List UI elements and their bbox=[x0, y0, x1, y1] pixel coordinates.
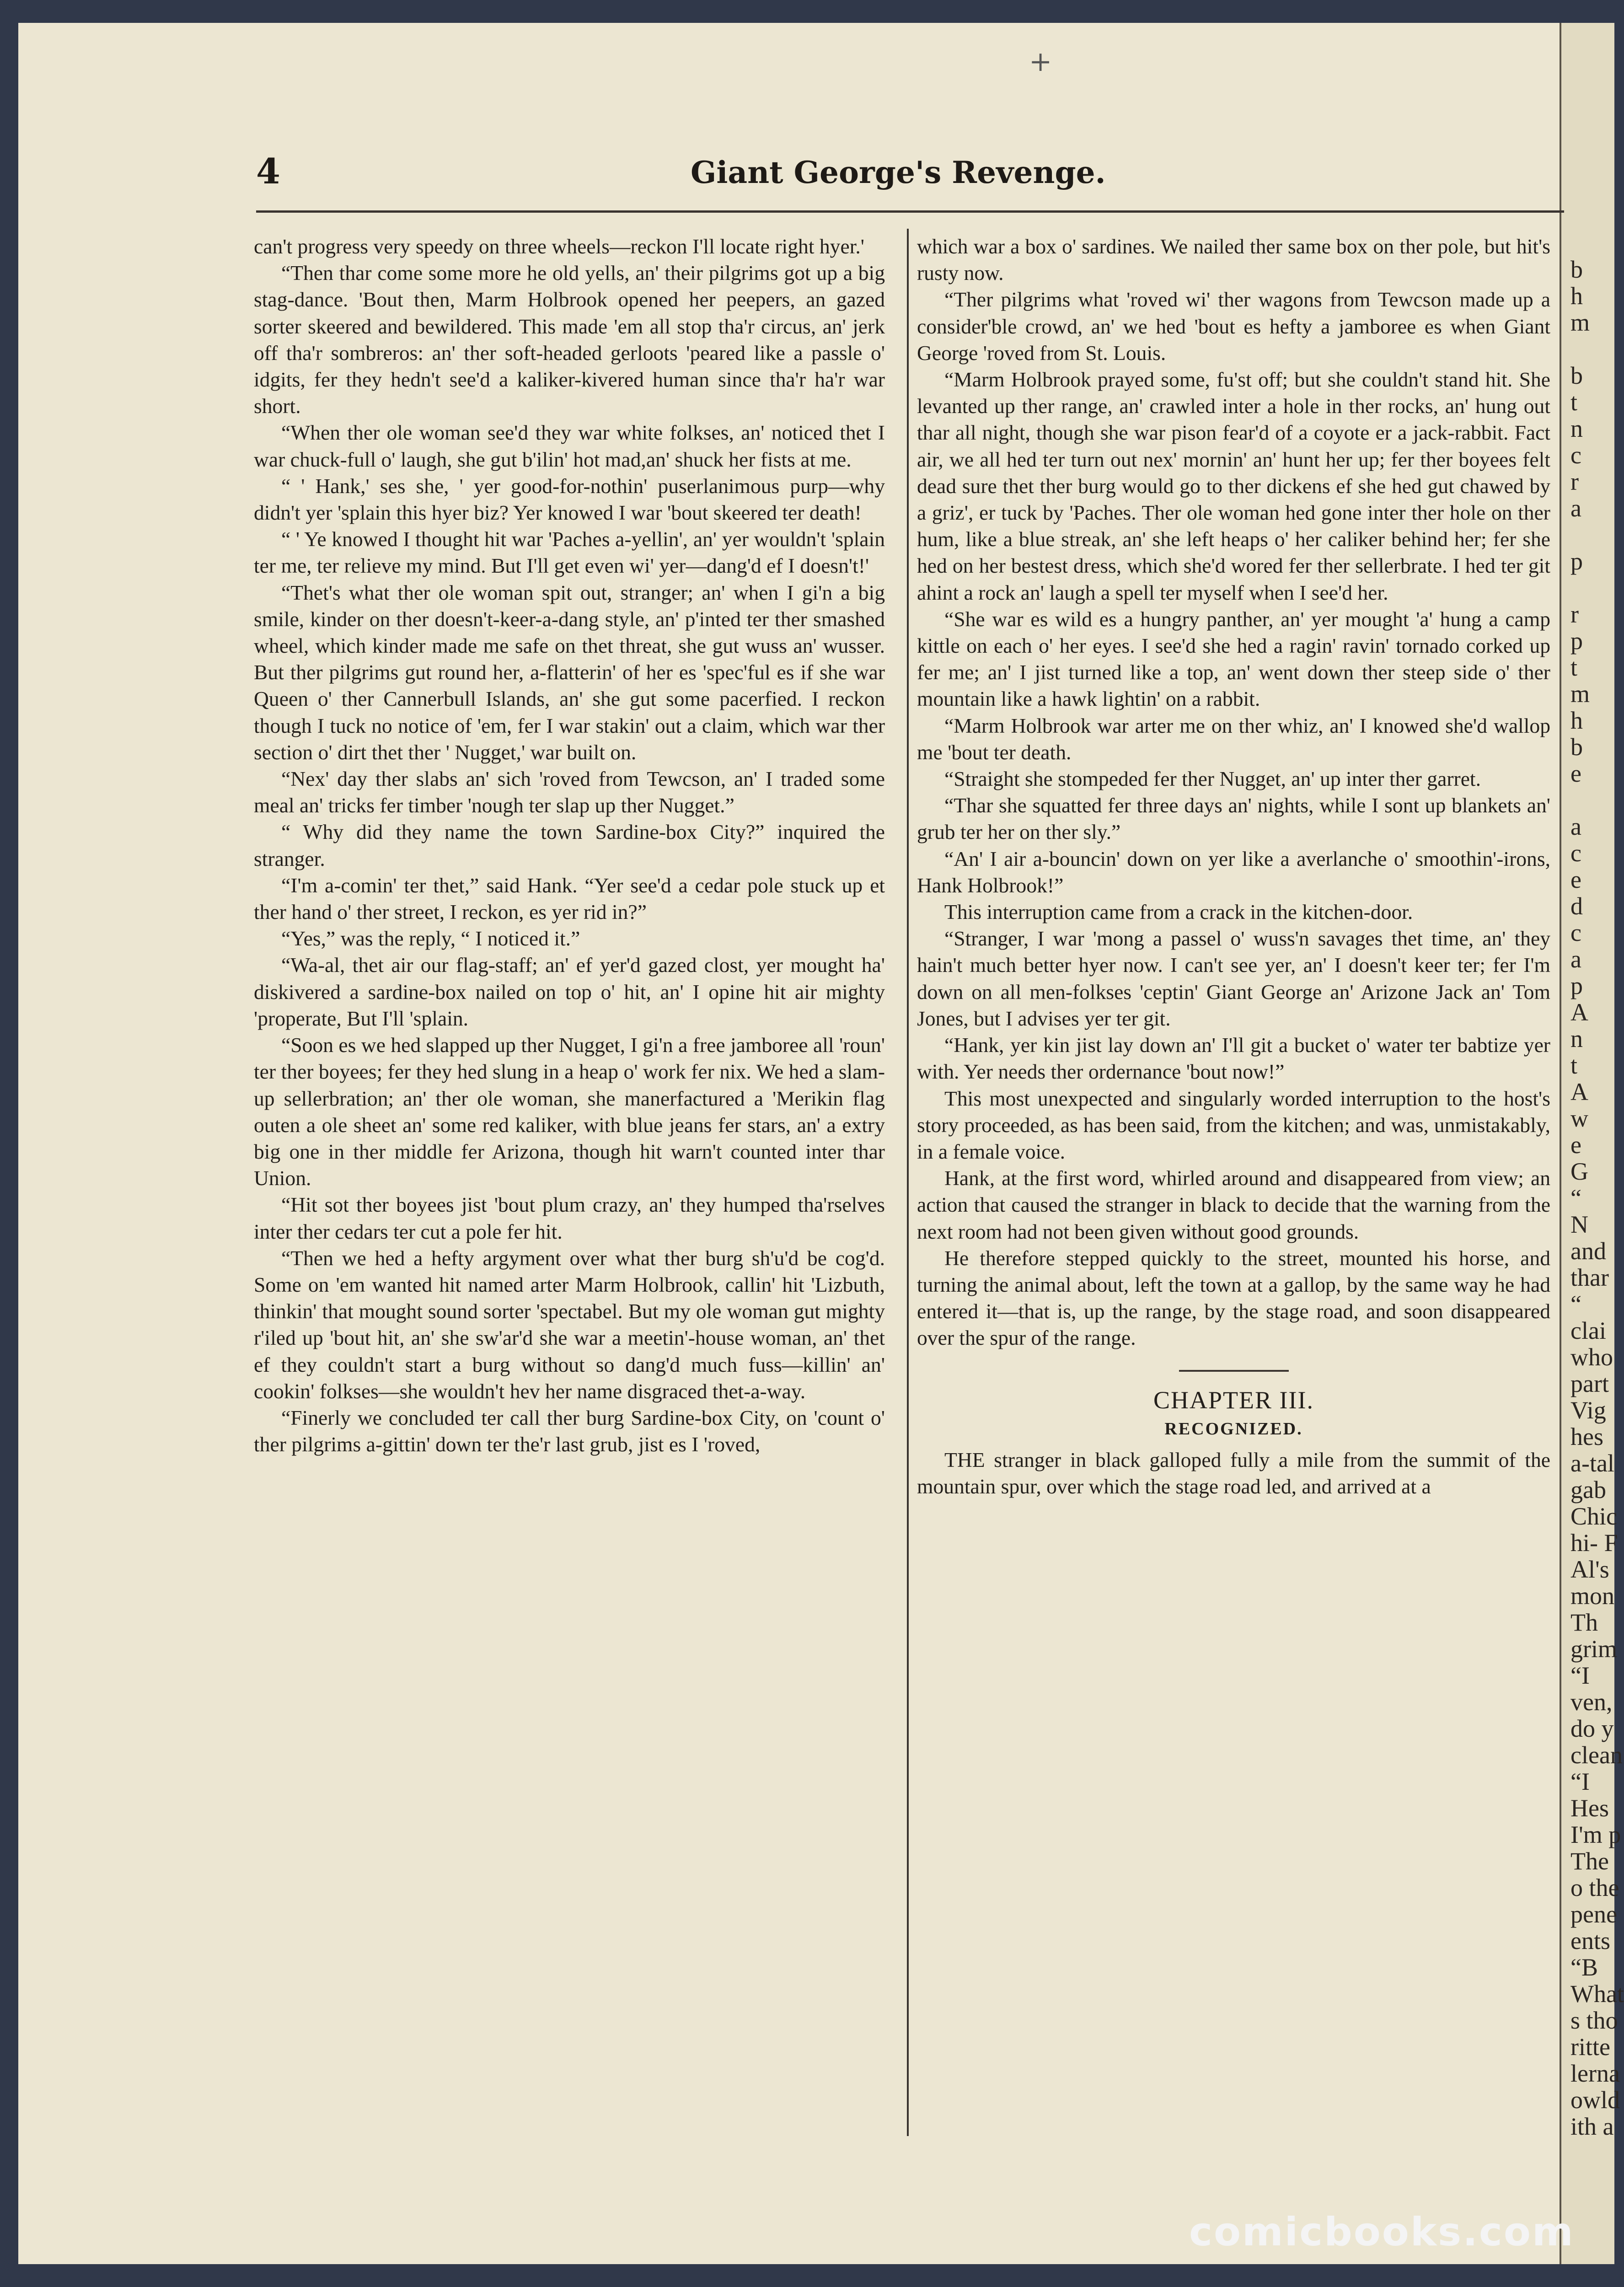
adjacent-page-fragment: Vig bbox=[1570, 1396, 1606, 1424]
right-column bbox=[917, 233, 1550, 2154]
adjacent-page-fragment: grim bbox=[1570, 1635, 1617, 1663]
adjacent-page-fragment: t bbox=[1570, 1052, 1578, 1079]
adjacent-page-fragment: hi- F bbox=[1570, 1529, 1618, 1557]
adjacent-page-fragment: o the bbox=[1570, 1874, 1619, 1901]
adjacent-page-fragment: N bbox=[1570, 1211, 1588, 1238]
adjacent-page-fragment: p bbox=[1570, 627, 1583, 655]
paragraph: “An' I air a-bouncin' down on yer like a averlanche o' smoothin'-irons, Hank Holbrook!” bbox=[917, 847, 1550, 897]
page-header bbox=[256, 151, 1148, 192]
adjacent-page-fragment: c bbox=[1570, 919, 1581, 946]
adjacent-page-fragment: w bbox=[1570, 1105, 1588, 1132]
paragraph: This interruption came from a crack in the kitchen-door. bbox=[944, 900, 1413, 924]
chapter-opening-paragraph: THE stranger in black galloped fully a mile from the summit of the mountain spur, over which the stage road led, and arrived at a bbox=[917, 1448, 1550, 1498]
adjacent-page-fragment: t bbox=[1570, 654, 1578, 681]
adjacent-page-fragment: G bbox=[1570, 1158, 1588, 1185]
adjacent-page-fragment: pene bbox=[1570, 1900, 1617, 1928]
adjacent-page-fragment: “I bbox=[1570, 1662, 1590, 1689]
paragraph: “Wa-al, thet air our flag-staff; an' ef yer'd gazed clost, yer mought ha' diskivered a sardine-box nailed on top o' hit, an' I opine hit air mighty 'properate, But I'll 'splain. bbox=[254, 953, 885, 1030]
paragraph: “Soon es we hed slapped up ther Nugget, I gi'n a free jamboree all 'roun' ter ther boyees; fer they hed slung in a heap o' work fer nix. We hed a slam-up sellerbration; an' ther ole woman, she manerfactured a 'Merikin flag outen a ole sheet an' some red kaliker, with blue jeans fer stars, an' a extry big one in ther middle fer Arizona, though hit warn't counted inter thar Union. bbox=[254, 1033, 885, 1190]
adjacent-page-fragment: A bbox=[1570, 1078, 1588, 1106]
adjacent-page-fragment: m bbox=[1570, 309, 1590, 336]
paragraph: “Yes,” was the reply, “ I noticed it.” bbox=[281, 927, 580, 950]
adjacent-page-fragment: c bbox=[1570, 839, 1581, 867]
adjacent-page-fragment: hes bbox=[1570, 1423, 1603, 1450]
adjacent-page-fragment: “B bbox=[1570, 1954, 1598, 1981]
adjacent-page-fragment: clean bbox=[1570, 1741, 1623, 1769]
adjacent-page-fragment: a bbox=[1570, 945, 1581, 973]
adjacent-page-fragment: ritte bbox=[1570, 2033, 1610, 2061]
adjacent-page-fragment: b bbox=[1570, 362, 1583, 389]
paragraph: “ Why did they name the town Sardine-box City?” inquired the stranger. bbox=[254, 820, 885, 870]
adjacent-page-fragment: e bbox=[1570, 1131, 1581, 1159]
page-number: 4 bbox=[256, 151, 280, 192]
adjacent-page-fragment: A bbox=[1570, 999, 1588, 1026]
adjacent-page-fragment: part bbox=[1570, 1370, 1609, 1397]
adjacent-page-fragment: h bbox=[1570, 282, 1583, 310]
paragraph: “Straight she stompeded fer ther Nugget, an' up inter ther garret. bbox=[944, 767, 1481, 791]
paragraph: “Hit sot ther boyees jist 'bout plum crazy, an' they humped tha'rselves inter ther cedars ter cut a pole fer hit. bbox=[254, 1193, 885, 1243]
adjacent-page-fragment: who bbox=[1570, 1343, 1613, 1371]
paragraph: can't progress very speedy on three wheels—reckon I'll locate right hyer.' bbox=[254, 235, 864, 258]
adjacent-page-fragment: d bbox=[1570, 892, 1583, 920]
paragraph: “Marm Holbrook prayed some, fu'st off; but she couldn't stand hit. She levanted up ther range, an' crawled inter a hole in ther rocks, an' hung out thar all night, though she war pison fear'd of a coyote er a jack-rabbit. Fact air, we all hed ter turn out nex' mornin' an' hunt her up; fer ther boyees felt dead sure thet ther burg would go to ther dickens ef she hed gut chawed by a griz', er tuck by 'Paches. Ther ole woman hed gone inter ther hole on ther hum, like a blue streak, an' she left heaps o' her caliker behind her; fer she hed on her bestest dress, which she'd wored fer ther sellerbrate. I hed ter git ahint a rock an' laugh a spell ter myself when I see'd her. bbox=[917, 368, 1550, 604]
adjacent-page-fragment: b bbox=[1570, 256, 1583, 283]
paragraph: “I'm a-comin' ter thet,” said Hank. “Yer see'd a cedar pole stuck up et ther hand o' ther street, I reckon, es yer rid in?” bbox=[254, 873, 885, 924]
adjacent-page-fragment: a-tal bbox=[1570, 1450, 1614, 1477]
paragraph: “Thar she squatted fer three days an' nights, while I sont up blankets an' grub ter her on ther sly.” bbox=[917, 794, 1550, 844]
adjacent-page-fragment: s tho bbox=[1570, 2007, 1618, 2034]
adjacent-page-fragment: a bbox=[1570, 494, 1581, 522]
paragraph: He therefore stepped quickly to the street, mounted his horse, and turning the animal about, left the town at a gallop, by the same way he had entered it—that is, up the range, by the stage road, and soon disappeared over the spur of the range. bbox=[917, 1246, 1550, 1350]
adjacent-page-fragment: ith a bbox=[1570, 2113, 1614, 2140]
adjacent-page-fragment: ven, bbox=[1570, 1688, 1613, 1716]
chapter-heading: CHAPTER III. bbox=[1153, 1386, 1314, 1414]
adjacent-page-fragment: I'm p bbox=[1570, 1821, 1621, 1848]
paragraph: “ ' Hank,' ses she, ' yer good-for-nothin' puserlanimous purp—why didn't yer 'splain this hyer biz? Yer knowed I war 'bout skeered ter death! bbox=[254, 474, 885, 525]
column-divider bbox=[907, 229, 909, 2136]
adjacent-page-fragment: gab bbox=[1570, 1476, 1606, 1503]
adjacent-page-fragment: “I bbox=[1570, 1768, 1590, 1795]
paragraph: “Ther pilgrims what 'roved wi' ther wagons from Tewcson made up a consider'ble crowd, an' we hed 'bout es hefty a jamboree es when Giant George 'roved from St. Louis. bbox=[917, 288, 1550, 365]
paragraph: “Thet's what ther ole woman spit out, stranger; an' when I gi'n a big smile, kinder on ther doesn't-keer-a-dang style, an' p'inted ter ther smashed wheel, which kinder made me safe on thet threat, she gut wuss an' wusser. But ther pilgrims gut round her, a-flatterin' of her es 'spec'ful es if she war Queen o' ther Cannerbull Islands, an' she gut some pacerfied. I reckon though I tuck no notice of 'em, fer I war stakin' out a claim, which war ther section o' dirt thet ther ' Nugget,' war built on. bbox=[254, 580, 885, 764]
adjacent-page-fragment: c bbox=[1570, 441, 1581, 469]
paragraph: “Stranger, I war 'mong a passel o' wuss'n savages thet time, an' they hain't much better hyer now. I can't see yer, an' I doesn't keer ter; fer I'm down on all men-folkses 'ceptin' Giant George an' Arizone Jack an' Tom Jones, but I advises yer ter git. bbox=[917, 927, 1550, 1030]
paragraph: This most unexpected and singularly worded interruption to the host's story proceeded, as has been said, from the kitchen; and was, unmistakably, in a female voice. bbox=[917, 1086, 1550, 1163]
adjacent-page-fragment: e bbox=[1570, 866, 1581, 893]
adjacent-page-fragment: “ bbox=[1570, 1184, 1581, 1212]
adjacent-page-fragment: n bbox=[1570, 415, 1583, 442]
page-title: Giant George's Revenge. bbox=[691, 155, 1106, 190]
left-column bbox=[254, 233, 885, 2154]
paragraph: “ ' Ye knowed I thought hit war 'Paches a-yellin', an' yer wouldn't 'splain ter me, ter relieve my mind. But I'll get even wi' yer—dang'd ef I doesn't!' bbox=[254, 527, 885, 578]
adjacent-page-fragment: b bbox=[1570, 733, 1583, 761]
adjacent-page-fragment: ents bbox=[1570, 1927, 1610, 1954]
adjacent-page-fragment: m bbox=[1570, 680, 1590, 708]
paragraph: “Then thar come some more he old yells, an' their pilgrims got up a big stag-dance. 'Bout then, Marm Holbrook opened her peepers, an gazed sorter skeered and bewildered. This made 'em all stop tha'r circus, an' jerk off tha'r sombreros: an' ther soft-headed gerloots 'peared like a passle o' idgits, fer they hedn't see'd a kaliker-kivered human since tha'r ha'r war short. bbox=[254, 261, 885, 418]
adjacent-page-fragment: Al's bbox=[1570, 1556, 1609, 1583]
registration-mark: + bbox=[1029, 46, 1052, 78]
paragraph: “Finerly we concluded ter call ther burg Sardine-box City, on 'count o' ther pilgrims a-gittin' down ter the'r last grub, jist es I 'roved, bbox=[254, 1406, 885, 1456]
adjacent-page-fragment: n bbox=[1570, 1025, 1583, 1052]
adjacent-page-fragment: Hes bbox=[1570, 1794, 1609, 1822]
paragraph: “Then we hed a hefty argyment over what ther burg sh'u'd be cog'd. Some on 'em wanted hit named arter Marm Holbrook, callin' hit 'Lizbuth, thinkin' that mought sound sorter 'spectabel. But my ole woman gut mighty r'iled up 'bout hit, an' she sw'ar'd she war a meetin'-house woman, an' thet ef they couldn't start a burg without so dang'd much fuss—killin' an' cookin' folkses—she wouldn't hev her name disgraced thet-a-way. bbox=[254, 1246, 885, 1403]
adjacent-page-fragment: p bbox=[1570, 548, 1583, 575]
adjacent-page-fragment: a bbox=[1570, 813, 1581, 840]
adjacent-page-fragment: thar bbox=[1570, 1264, 1609, 1291]
paragraph: “Nex' day ther slabs an' sich 'roved from Tewcson, an' I traded some meal an' tricks fer timber 'nough ter slap up ther Nugget.” bbox=[254, 767, 885, 817]
adjacent-page-fragment: owld bbox=[1570, 2086, 1620, 2114]
adjacent-page-fragment: Th bbox=[1570, 1609, 1598, 1636]
chapter-subheading: RECOGNIZED. bbox=[1164, 1419, 1303, 1439]
adjacent-page-fragment: e bbox=[1570, 760, 1581, 787]
paragraph: “Marm Holbrook war arter me on ther whiz, an' I knowed she'd wallop me 'bout ter death. bbox=[917, 714, 1550, 764]
adjacent-page-fragment: r bbox=[1570, 468, 1579, 495]
adjacent-page-fragment: What bbox=[1570, 1980, 1624, 2008]
chapter-rule bbox=[1179, 1370, 1289, 1372]
adjacent-page-fragment: mon bbox=[1570, 1582, 1615, 1610]
watermark: comicbooks.com bbox=[1189, 2209, 1575, 2255]
adjacent-page-fragment: p bbox=[1570, 972, 1583, 999]
adjacent-page-fragment: “ bbox=[1570, 1290, 1581, 1318]
paragraph: which war a box o' sardines. We nailed ther same box on ther pole, but hit's rusty now. bbox=[917, 235, 1550, 285]
adjacent-page-edge bbox=[1560, 23, 1624, 2264]
header-rule bbox=[256, 210, 1564, 213]
paragraph: Hank, at the first word, whirled around and disappeared from view; an action that caused the stranger in black to decide that the warning from the next room had not been given without good grounds. bbox=[917, 1166, 1550, 1243]
adjacent-page-fragment: h bbox=[1570, 707, 1583, 734]
adjacent-page-fragment: r bbox=[1570, 601, 1579, 628]
paragraph: “Hank, yer kin jist lay down an' I'll git a bucket o' water ter babtize yer with. Yer needs ther ordernance 'bout now!” bbox=[917, 1033, 1550, 1084]
adjacent-page-fragment: lerna bbox=[1570, 2060, 1620, 2087]
adjacent-page-fragment: The bbox=[1570, 1847, 1609, 1875]
right-column-paragraphs bbox=[917, 233, 1550, 1352]
adjacent-page-fragment: Chic bbox=[1570, 1503, 1617, 1530]
adjacent-page-fragment: do y bbox=[1570, 1715, 1614, 1742]
adjacent-page-fragment: clai bbox=[1570, 1317, 1606, 1344]
paragraph: “She war es wild es a hungry panther, an' yer mought 'a' hung a camp kittle on each o' her eyes. I see'd she hed a ragin' ravin' tornado corked up fer me; an' I jist turned like a top, an' went down ther steep side o' ther mountain like a hawk lightin' on a rabbit. bbox=[917, 607, 1550, 711]
adjacent-page-fragment: and bbox=[1570, 1237, 1606, 1265]
paragraph: “When ther ole woman see'd they war white folkses, an' noticed thet I war chuck-full o' laugh, she gut b'ilin' hot mad,an' shuck her fists at me. bbox=[254, 421, 885, 471]
adjacent-page-fragment: t bbox=[1570, 388, 1578, 416]
